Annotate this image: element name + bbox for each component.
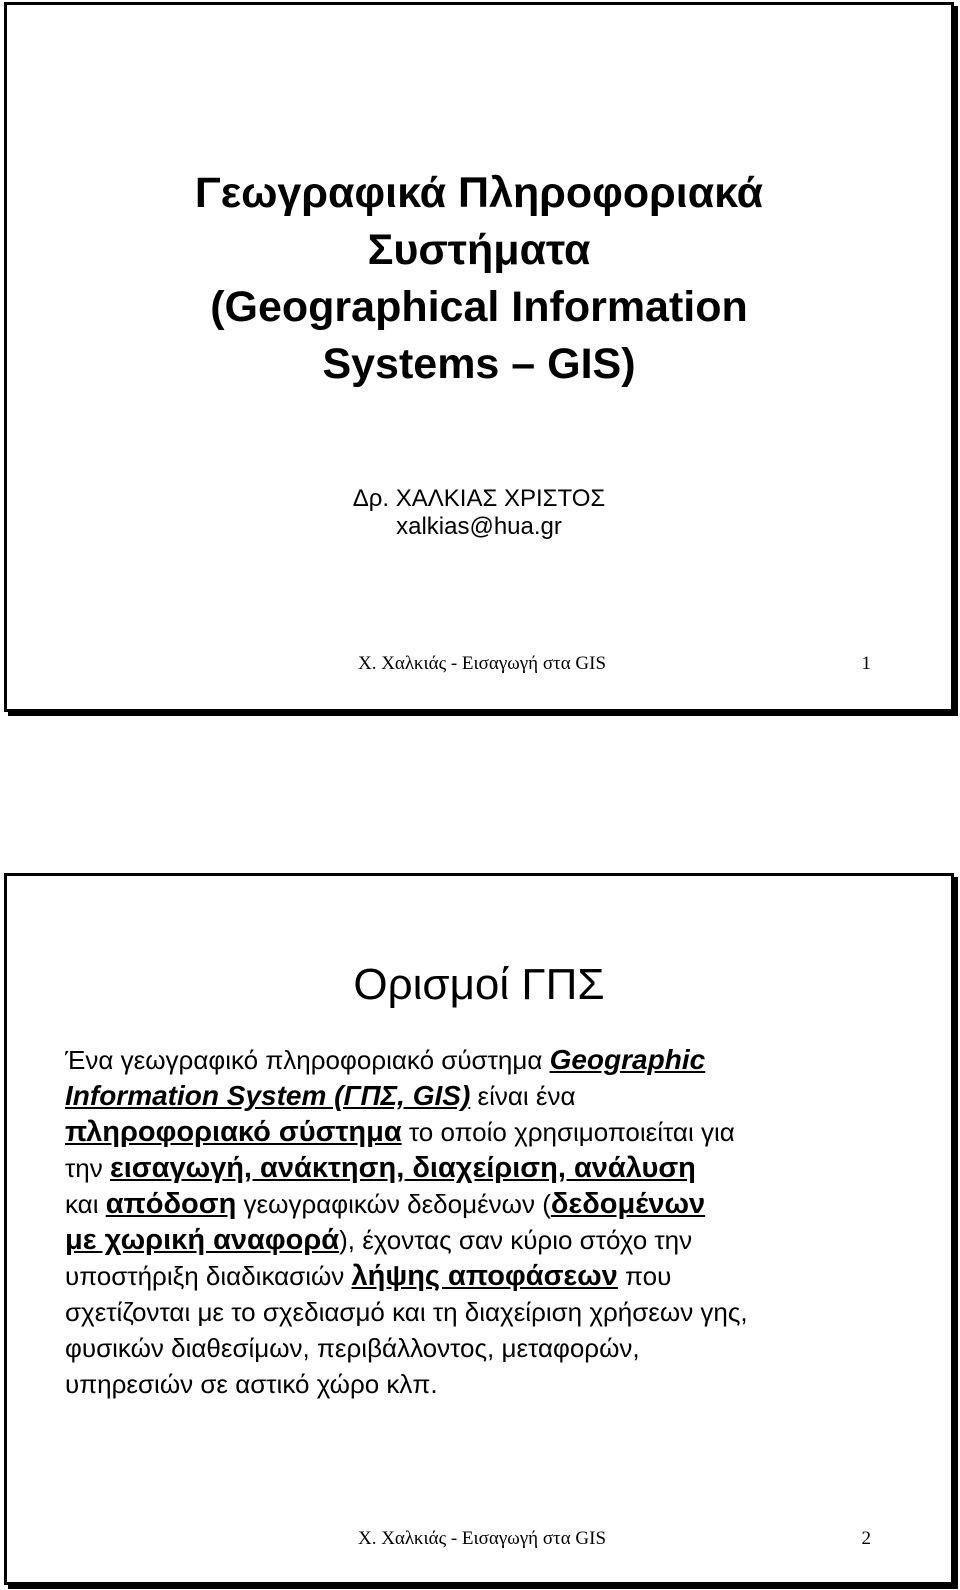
author-block: [7, 485, 951, 541]
paragraph-text: υποστήριξη διαδικασιών: [65, 1261, 352, 1291]
paragraph-text: και: [65, 1189, 106, 1219]
paragraph-line: [65, 1150, 945, 1186]
paragraph-line: [65, 1366, 945, 1402]
title-line: Systems – GIS): [322, 340, 636, 388]
emphasized-term: δεδομένων: [550, 1188, 706, 1220]
definition-paragraph: [65, 1042, 945, 1402]
slide-1-title: [7, 165, 951, 393]
paragraph-text: φυσικών διαθεσίμων, περιβάλλοντος, μεταφορών,: [65, 1333, 640, 1363]
paragraph-line: [65, 1222, 945, 1258]
slide-2: [4, 873, 954, 1585]
title-line: (Geographical Information: [210, 283, 748, 331]
slide-2-footer: Χ. Χαλκιάς - Εισαγωγή στα GIS: [357, 1528, 607, 1549]
paragraph-text: υπηρεσιών σε αστικό χώρο κλπ.: [65, 1369, 438, 1399]
paragraph-line: [65, 1114, 945, 1150]
emphasized-term: Geographic: [549, 1044, 706, 1075]
slide-1-footer: Χ. Χαλκιάς - Εισαγωγή στα GIS: [357, 653, 607, 674]
paragraph-text: Ένα γεωγραφικό πληροφοριακό σύστημα: [65, 1045, 550, 1075]
paragraph-line: [65, 1258, 945, 1294]
author-name: Δρ. ΧΑΛΚΙΑΣ ΧΡΙΣΤΟΣ: [352, 485, 606, 512]
slide-1: [4, 2, 954, 712]
emphasized-term: πληροφοριακό σύστημα: [65, 1116, 402, 1148]
title-line: Συστήματα: [367, 226, 591, 274]
paragraph-text: που: [617, 1261, 672, 1291]
emphasized-term: με χωρική αναφορά: [65, 1224, 340, 1256]
slide-2-title: Ορισμοί ΓΠΣ: [353, 960, 605, 1009]
paragraph-line: [65, 1042, 945, 1078]
emphasized-term: απόδοση: [105, 1188, 237, 1220]
emphasized-term: Information System (ΓΠΣ, GIS): [65, 1080, 471, 1111]
paragraph-line: [65, 1294, 945, 1330]
title-line: Γεωγραφικά Πληροφοριακά: [194, 169, 764, 217]
paragraph-text: σχετίζονται με το σχεδιασμό και τη διαχείριση χρήσεων γης,: [65, 1297, 748, 1327]
paragraph-text: γεωγραφικών δεδομένων (: [236, 1189, 551, 1219]
paragraph-text: είναι ένα: [470, 1081, 576, 1111]
emphasized-term: εισαγωγή, ανάκτηση, διαχείριση, ανάλυση: [109, 1152, 696, 1184]
slide-2-page-number: 2: [861, 1528, 871, 1549]
slide-1-page-number: 1: [861, 653, 871, 674]
paragraph-text: το οποίο χρησιμοποιείται για: [401, 1117, 735, 1147]
paragraph-text: ), έχοντας σαν κύριο στόχο την: [339, 1225, 693, 1255]
paragraph-line: [65, 1330, 945, 1366]
emphasized-term: λήψης αποφάσεων: [351, 1260, 618, 1292]
paragraph-line: [65, 1186, 945, 1222]
paragraph-text: την: [65, 1153, 110, 1183]
paragraph-line: [65, 1078, 945, 1114]
author-email: xalkias@hua.gr: [396, 513, 562, 540]
